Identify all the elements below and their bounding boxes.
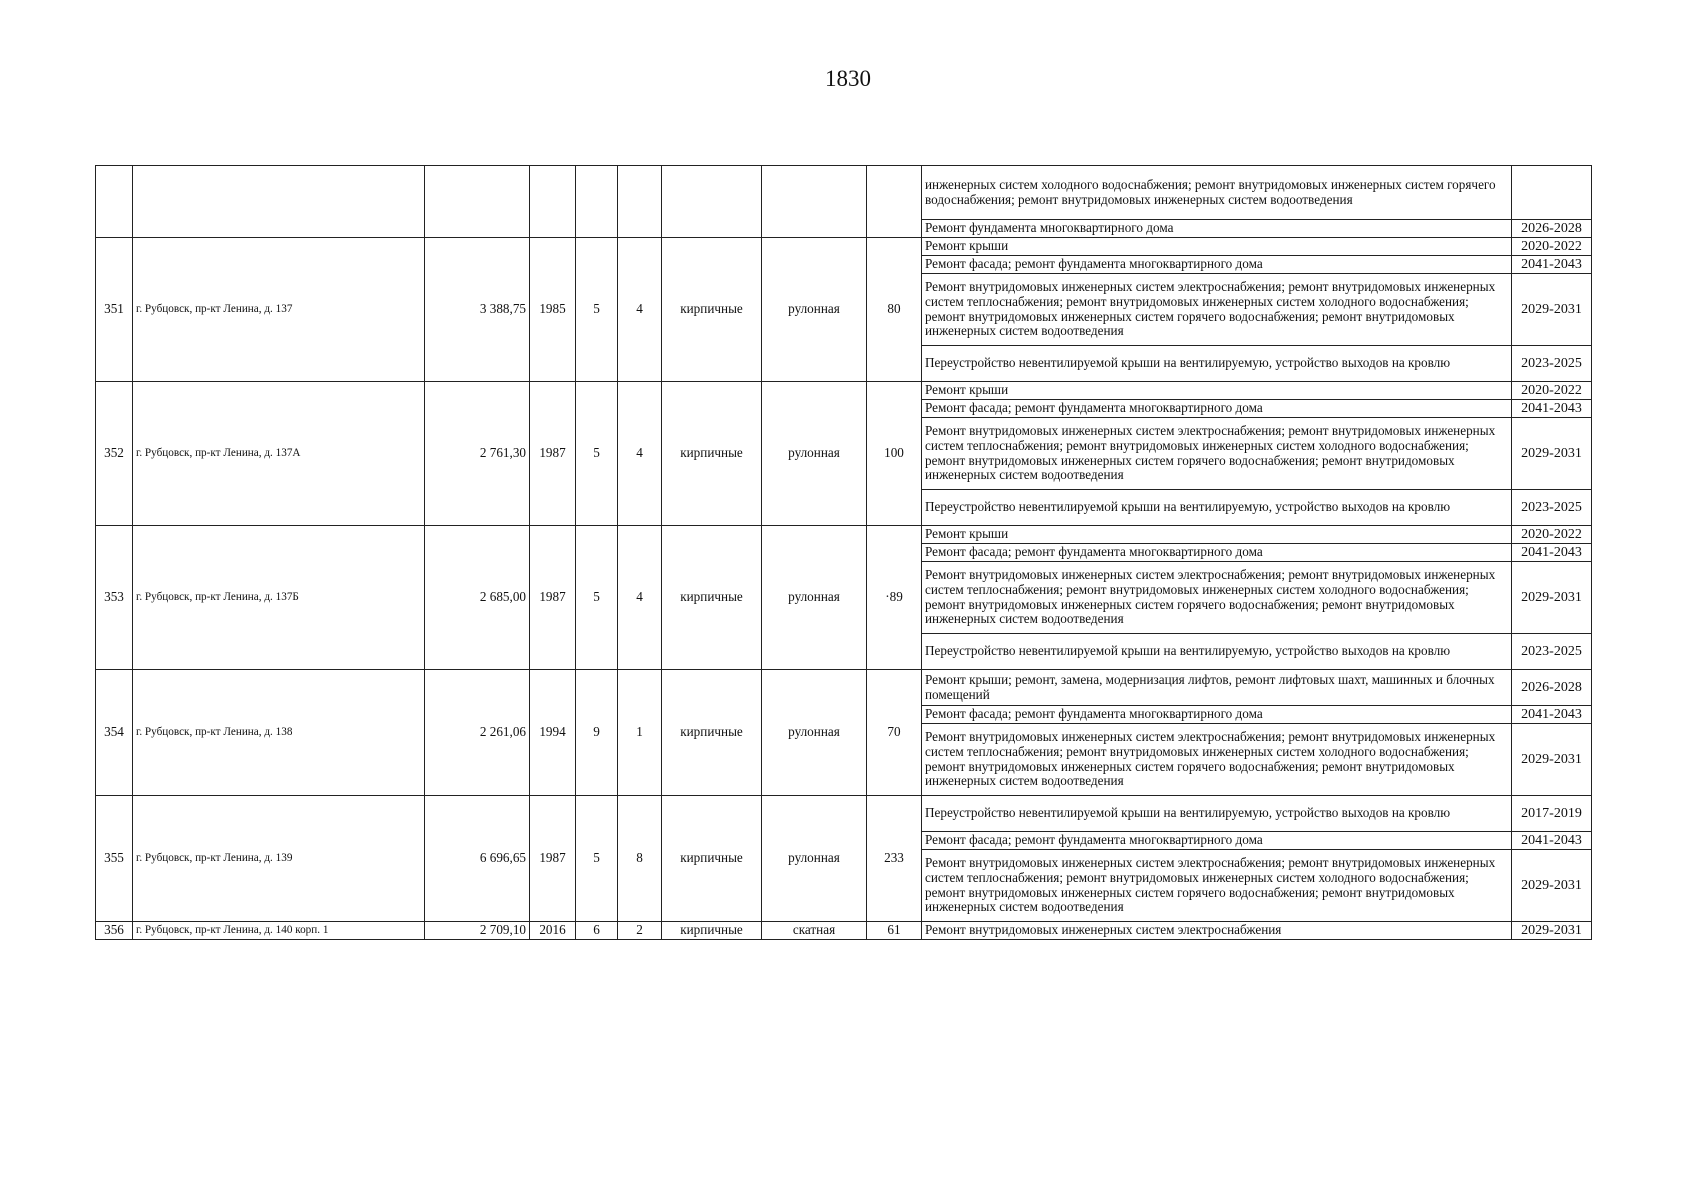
- entrance-count: 1: [618, 670, 662, 796]
- work-period: 2029-2031: [1512, 922, 1592, 940]
- work-period: 2020-2022: [1512, 526, 1592, 544]
- row-number: 356: [96, 922, 133, 940]
- wall-material: кирпичные: [662, 922, 762, 940]
- work-description: Ремонт внутридомовых инженерных систем электроснабжения; ремонт внутридомовых инженерных систем теплоснабжения; ремонт внутридомовых инженерных систем холодного водоснабжения; ремонт внутридомовых инженерных систем горячего водоснабжения; ремонт внутридомовых инженерных систем водоотведения: [922, 562, 1512, 634]
- work-period: 2020-2022: [1512, 238, 1592, 256]
- work-period: 2029-2031: [1512, 724, 1592, 796]
- work-description: Ремонт крыши; ремонт, замена, модернизация лифтов, ремонт лифтовых шахт, машинных и блочных помещений: [922, 670, 1512, 706]
- floor-count: 5: [576, 526, 618, 670]
- work-description: Переустройство невентилируемой крыши на вентилируемую, устройство выходов на кровлю: [922, 346, 1512, 382]
- capital-repair-table: [95, 165, 1592, 940]
- roof-type: рулонная: [762, 796, 867, 922]
- build-year: 1987: [530, 526, 576, 670]
- resident-count: ·89: [867, 526, 922, 670]
- total-area: 6 696,65: [425, 796, 530, 922]
- row-number: 352: [96, 382, 133, 526]
- row-number: 355: [96, 796, 133, 922]
- work-description: Ремонт фасада; ремонт фундамента многоквартирного дома: [922, 832, 1512, 850]
- work-period: 2041-2043: [1512, 400, 1592, 418]
- resident-count: 70: [867, 670, 922, 796]
- blank-cell: [530, 166, 576, 238]
- total-area: 2 761,30: [425, 382, 530, 526]
- table-row: [96, 922, 1592, 940]
- work-description: Ремонт фасада; ремонт фундамента многоквартирного дома: [922, 706, 1512, 724]
- resident-count: 100: [867, 382, 922, 526]
- work-description: Ремонт фасада; ремонт фундамента многоквартирного дома: [922, 256, 1512, 274]
- building-address: г. Рубцовск, пр-кт Ленина, д. 137Б: [133, 526, 425, 670]
- blank-cell: [96, 166, 133, 238]
- entrance-count: 8: [618, 796, 662, 922]
- build-year: 1994: [530, 670, 576, 796]
- blank-cell: [618, 166, 662, 238]
- total-area: 2 709,10: [425, 922, 530, 940]
- roof-type: скатная: [762, 922, 867, 940]
- building-address: г. Рубцовск, пр-кт Ленина, д. 137: [133, 238, 425, 382]
- row-number: 351: [96, 238, 133, 382]
- roof-type: рулонная: [762, 382, 867, 526]
- row-number: 353: [96, 526, 133, 670]
- work-period: 2023-2025: [1512, 634, 1592, 670]
- table-row: [96, 670, 1592, 706]
- table-row: [96, 166, 1592, 220]
- blank-cell: [662, 166, 762, 238]
- building-address: г. Рубцовск, пр-кт Ленина, д. 140 корп. 1: [133, 922, 425, 940]
- work-period: 2041-2043: [1512, 544, 1592, 562]
- wall-material: кирпичные: [662, 796, 762, 922]
- work-period: [1512, 166, 1592, 220]
- resident-count: 61: [867, 922, 922, 940]
- floor-count: 5: [576, 382, 618, 526]
- work-period: 2029-2031: [1512, 274, 1592, 346]
- floor-count: 6: [576, 922, 618, 940]
- roof-type: рулонная: [762, 526, 867, 670]
- floor-count: 5: [576, 238, 618, 382]
- resident-count: 233: [867, 796, 922, 922]
- total-area: 2 685,00: [425, 526, 530, 670]
- building-address: г. Рубцовск, пр-кт Ленина, д. 139: [133, 796, 425, 922]
- wall-material: кирпичные: [662, 526, 762, 670]
- entrance-count: 4: [618, 238, 662, 382]
- total-area: 3 388,75: [425, 238, 530, 382]
- work-description: Переустройство невентилируемой крыши на вентилируемую, устройство выходов на кровлю: [922, 796, 1512, 832]
- work-period: 2023-2025: [1512, 490, 1592, 526]
- entrance-count: 2: [618, 922, 662, 940]
- blank-cell: [425, 166, 530, 238]
- roof-type: рулонная: [762, 670, 867, 796]
- work-description: Ремонт фундамента многоквартирного дома: [922, 220, 1512, 238]
- table-row: [96, 238, 1592, 256]
- build-year: 1987: [530, 382, 576, 526]
- entrance-count: 4: [618, 382, 662, 526]
- work-description: Ремонт внутридомовых инженерных систем электроснабжения; ремонт внутридомовых инженерных систем теплоснабжения; ремонт внутридомовых инженерных систем холодного водоснабжения; ремонт внутридомовых инженерных систем горячего водоснабжения; ремонт внутридомовых инженерных систем водоотведения: [922, 850, 1512, 922]
- work-period: 2041-2043: [1512, 832, 1592, 850]
- build-year: 2016: [530, 922, 576, 940]
- blank-cell: [762, 166, 867, 238]
- work-period: 2017-2019: [1512, 796, 1592, 832]
- table-row: [96, 382, 1592, 400]
- work-description: Ремонт внутридомовых инженерных систем электроснабжения; ремонт внутридомовых инженерных систем теплоснабжения; ремонт внутридомовых инженерных систем холодного водоснабжения; ремонт внутридомовых инженерных систем горячего водоснабжения; ремонт внутридомовых инженерных систем водоотведения: [922, 274, 1512, 346]
- work-period: 2026-2028: [1512, 220, 1592, 238]
- wall-material: кирпичные: [662, 382, 762, 526]
- row-number: 354: [96, 670, 133, 796]
- work-description: Переустройство невентилируемой крыши на вентилируемую, устройство выходов на кровлю: [922, 490, 1512, 526]
- work-period: 2029-2031: [1512, 562, 1592, 634]
- roof-type: рулонная: [762, 238, 867, 382]
- floor-count: 9: [576, 670, 618, 796]
- work-description: Ремонт внутридомовых инженерных систем электроснабжения; ремонт внутридомовых инженерных систем теплоснабжения; ремонт внутридомовых инженерных систем холодного водоснабжения; ремонт внутридомовых инженерных систем горячего водоснабжения; ремонт внутридомовых инженерных систем водоотведения: [922, 418, 1512, 490]
- build-year: 1987: [530, 796, 576, 922]
- work-period: 2029-2031: [1512, 418, 1592, 490]
- work-period: 2041-2043: [1512, 256, 1592, 274]
- work-description: Переустройство невентилируемой крыши на вентилируемую, устройство выходов на кровлю: [922, 634, 1512, 670]
- resident-count: 80: [867, 238, 922, 382]
- work-description: Ремонт внутридомовых инженерных систем электроснабжения; ремонт внутридомовых инженерных систем теплоснабжения; ремонт внутридомовых инженерных систем холодного водоснабжения; ремонт внутридомовых инженерных систем горячего водоснабжения; ремонт внутридомовых инженерных систем водоотведения: [922, 724, 1512, 796]
- building-address: г. Рубцовск, пр-кт Ленина, д. 138: [133, 670, 425, 796]
- work-description: Ремонт крыши: [922, 238, 1512, 256]
- work-description: Ремонт крыши: [922, 526, 1512, 544]
- floor-count: 5: [576, 796, 618, 922]
- wall-material: кирпичные: [662, 238, 762, 382]
- blank-cell: [133, 166, 425, 238]
- work-description: Ремонт фасада; ремонт фундамента многоквартирного дома: [922, 400, 1512, 418]
- work-description: Ремонт фасада; ремонт фундамента многоквартирного дома: [922, 544, 1512, 562]
- total-area: 2 261,06: [425, 670, 530, 796]
- entrance-count: 4: [618, 526, 662, 670]
- work-period: 2023-2025: [1512, 346, 1592, 382]
- blank-cell: [867, 166, 922, 238]
- wall-material: кирпичные: [662, 670, 762, 796]
- build-year: 1985: [530, 238, 576, 382]
- page-number: 1830: [825, 66, 871, 91]
- work-period: 2026-2028: [1512, 670, 1592, 706]
- work-description: Ремонт внутридомовых инженерных систем электроснабжения: [922, 922, 1512, 940]
- work-period: 2041-2043: [1512, 706, 1592, 724]
- table-row: [96, 526, 1592, 544]
- work-period: 2020-2022: [1512, 382, 1592, 400]
- table-row: [96, 796, 1592, 832]
- work-description: Ремонт крыши: [922, 382, 1512, 400]
- building-address: г. Рубцовск, пр-кт Ленина, д. 137А: [133, 382, 425, 526]
- work-period: 2029-2031: [1512, 850, 1592, 922]
- blank-cell: [576, 166, 618, 238]
- work-description: инженерных систем холодного водоснабжения; ремонт внутридомовых инженерных систем горячего водоснабжения; ремонт внутридомовых инженерных систем водоотведения: [922, 166, 1512, 220]
